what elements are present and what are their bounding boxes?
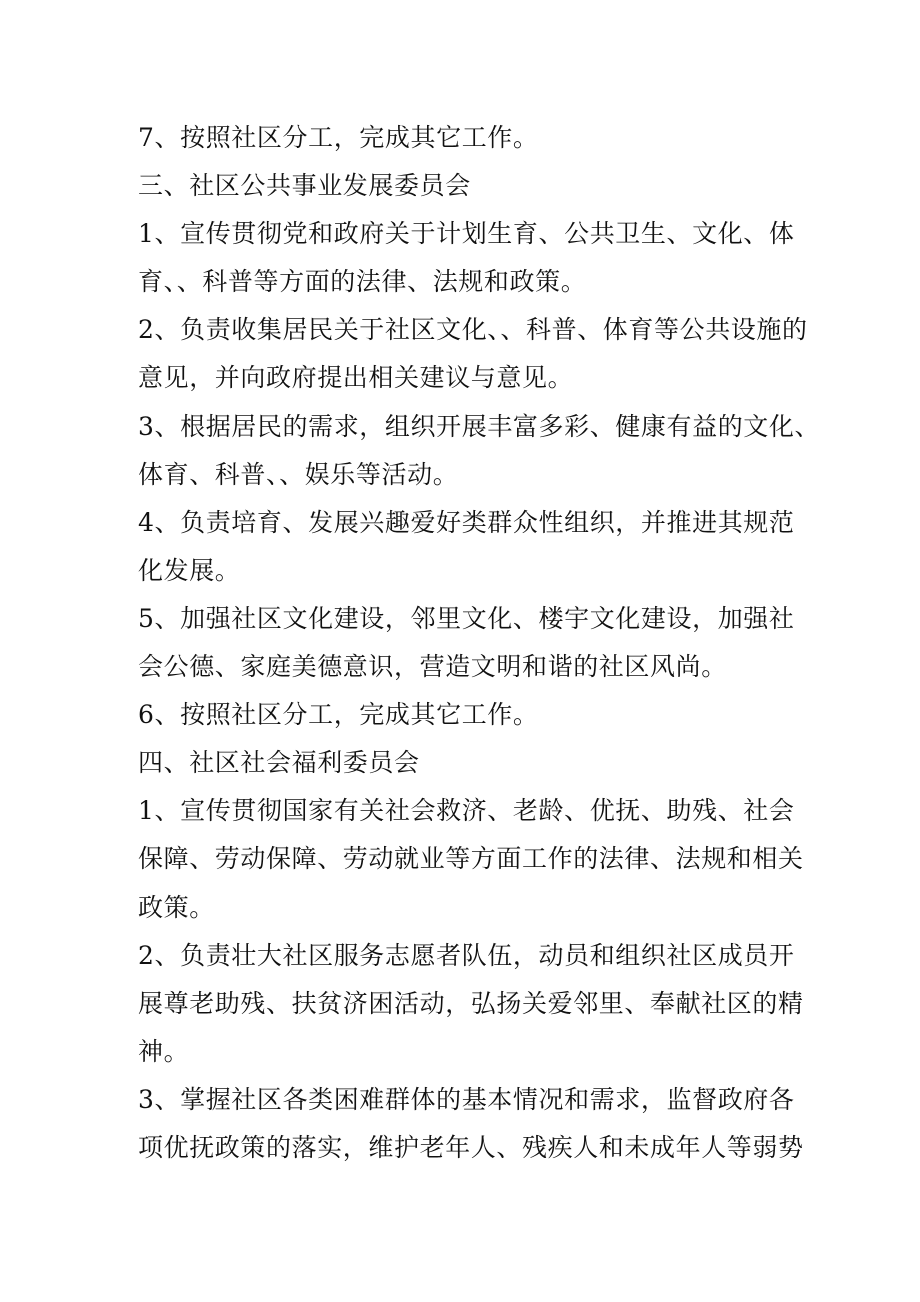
- text-line: 1、宣传贯彻国家有关社会救济、老龄、优抚、助残、社会: [138, 796, 795, 826]
- text-line: 6、按照社区分工，完成其它工作。: [138, 700, 539, 730]
- text-line: 保障、劳动保障、劳动就业等方面工作的法律、法规和相关: [138, 844, 804, 874]
- text-line: 体育、科普、、娱乐等活动。: [138, 459, 459, 489]
- text-line: 3、掌握社区各类困难群体的基本情况和需求，监督政府各: [138, 1084, 795, 1114]
- text-line: 展尊老助残、扶贫济困活动，弘扬关爱邻里、奉献社区的精: [138, 988, 804, 1018]
- text-line: 政策。: [138, 892, 215, 922]
- text-line: 5、加强社区文化建设，邻里文化、楼宇文化建设，加强社: [138, 603, 795, 633]
- document-page: [138, 114, 821, 1172]
- text-line: 7、按照社区分工，完成其它工作。: [138, 123, 539, 152]
- text-line: 意见，并向政府提出相关建议与意见。: [138, 363, 574, 393]
- text-line: 会公德、家庭美德意识，营造文明和谐的社区风尚。: [138, 652, 727, 682]
- text-line: 4、负责培育、发展兴趣爱好类群众性组织，并推进其规范: [138, 507, 795, 537]
- text-line: 2、负责壮大社区服务志愿者队伍，动员和组织社区成员开: [138, 940, 795, 970]
- section-heading: 四、社区社会福利委员会: [138, 748, 420, 778]
- text-line: 1、宣传贯彻党和政府关于计划生育、公共卫生、文化、体: [138, 219, 795, 249]
- text-line: 2、负责收集居民关于社区文化、、科普、体育等公共设施的: [138, 315, 808, 345]
- text-line: 3、根据居民的需求，组织开展丰富多彩、健康有益的文化、: [138, 411, 821, 441]
- text-line: 化发展。: [138, 555, 241, 585]
- text-line: 项优抚政策的落实，维护老年人、残疾人和未成年人等弱势: [138, 1132, 804, 1162]
- text-line: 育、、科普等方面的法律、法规和政策。: [138, 267, 587, 297]
- text-line: 神。: [138, 1036, 190, 1066]
- section-heading: 三、社区公共事业发展委员会: [138, 171, 471, 201]
